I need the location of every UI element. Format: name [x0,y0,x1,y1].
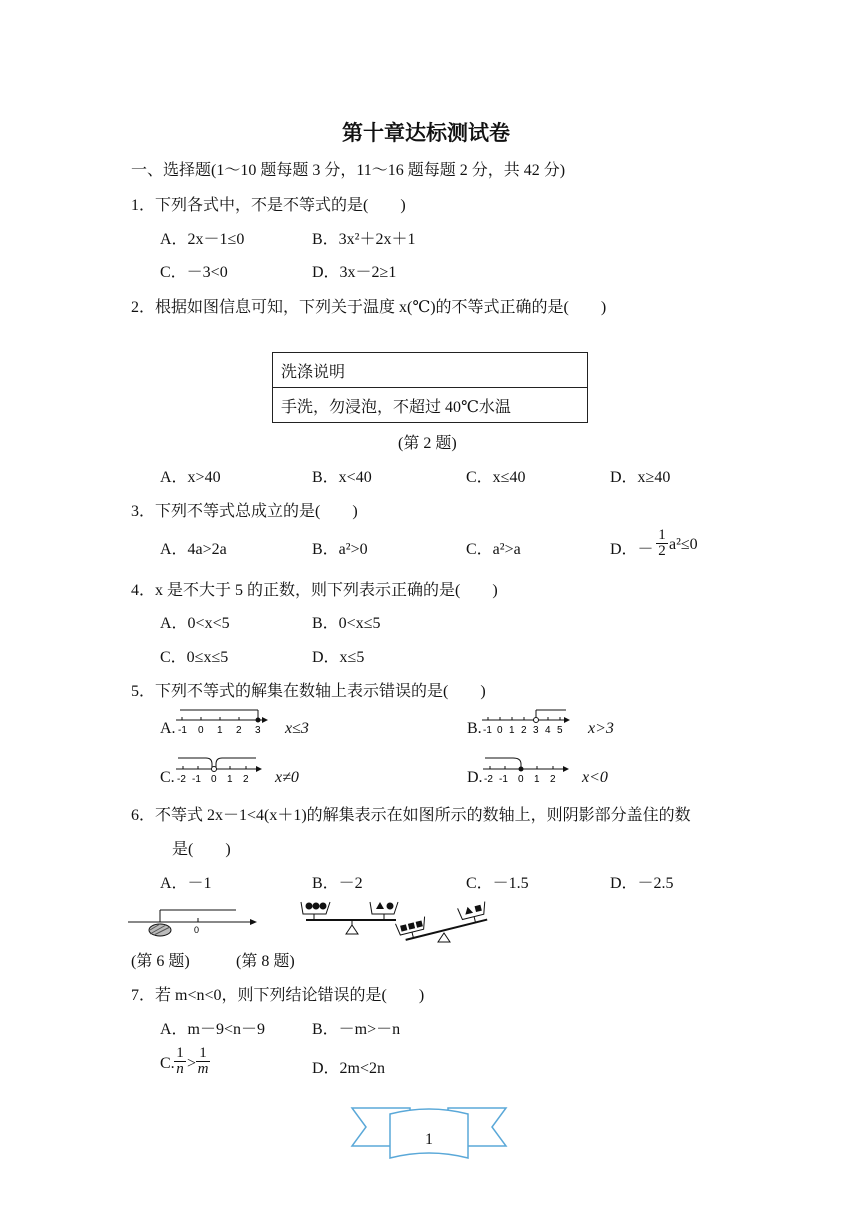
tick-label: 4 [545,725,551,736]
tick-label: -1 [499,774,508,785]
q5-option-a-label: A. [160,720,176,737]
q2-option-c: C．x≤40 [466,469,526,486]
q1-stem: 1．下列各式中，不是不等式的是( ) [131,197,406,214]
q1-option-a: A．2x－1≤0 [160,231,245,248]
q2-option-d: D．x≥40 [610,469,671,486]
box-row-content: 手洗，勿浸泡，不超过 40℃水温 [273,388,588,423]
tick-label: 2 [243,774,249,785]
fig8-balance-tilted [396,894,496,944]
q6-option-d: D．－2.5 [610,875,674,892]
fraction-numerator: 1 [658,527,666,543]
tick-label: 3 [533,725,539,736]
q4-option-d: D．x≤5 [312,649,365,666]
tick-label: 5 [557,725,563,736]
tick-label: 2 [550,774,556,785]
washing-instructions-box [272,352,588,423]
q3-option-d-fraction [656,528,668,559]
q5-option-d-label: D. [467,769,483,786]
fig8-balance-level [298,898,408,938]
q5-option-b-numberline [482,708,574,736]
q1-option-d: D．3x－2≥1 [312,264,397,281]
q5-option-c-numberline [176,756,266,784]
page-title: 第十章达标测试卷 [342,121,510,145]
q7-option-c-fraction2 [196,1046,210,1077]
q4-option-c: C．0≤x≤5 [160,649,229,666]
q2-option-a: A．x>40 [160,469,221,486]
tick-label: -1 [192,774,201,785]
q7-option-c-operator: > [187,1055,197,1072]
tick-label: 1 [227,774,233,785]
q1-option-b: B．3x²＋2x＋1 [312,231,416,248]
q6-stem-line2: 是( ) [172,841,231,858]
q3-option-a: A．4a>2a [160,541,227,558]
tick-label: 1 [509,725,515,736]
q5-option-d-inequality: x<0 [582,769,608,786]
shadow-cover [149,924,171,936]
q4-option-b: B．0<x≤5 [312,615,381,632]
tick-label: -2 [484,774,493,785]
q7-stem: 7．若 m<n<0，则下列结论错误的是( ) [131,987,425,1004]
q3-option-b: B．a²>0 [312,541,368,558]
q5-option-a-numberline [176,708,271,736]
tick-label: -2 [177,774,186,785]
tick-label: 0 [211,774,217,785]
tick-label: 3 [255,725,261,736]
fig6-numberline [128,900,263,940]
fraction-denominator: n [174,1061,186,1077]
q5-option-c-inequality: x≠0 [275,769,299,786]
q4-stem: 4．x 是不大于 5 的正数，则下列表示正确的是( ) [131,582,498,599]
fig6-caption: (第 6 题) [131,953,190,970]
fraction-numerator: 1 [176,1045,184,1061]
q7-option-c-fraction1 [174,1046,186,1077]
q2-caption: (第 2 题) [398,435,457,452]
q7-option-a: A．m－9<n－9 [160,1021,266,1038]
q1-option-c: C．－3<0 [160,264,228,281]
box-row-title: 洗涤说明 [273,353,588,388]
tick-label: 0 [194,925,200,935]
q3-option-d-prefix: D．－ [610,541,654,558]
tick-label: 0 [497,725,503,736]
q2-option-b: B．x<40 [312,469,372,486]
tick-label: 1 [217,725,223,736]
q6-stem-line1: 6．不等式 2x－1<4(x＋1)的解集表示在如图所示的数轴上，则阴影部分盖住的数 [131,807,691,824]
q5-option-d-numberline [483,756,573,784]
fraction-denominator: 2 [656,543,668,559]
q6-option-a: A．－1 [160,875,212,892]
tick-label: 0 [198,725,204,736]
fraction-numerator: 1 [199,1045,207,1061]
q7-option-d: D．2m<2n [312,1060,386,1077]
q3-option-c: C．a²>a [466,541,521,558]
tick-label: 1 [534,774,540,785]
tick-label: -1 [178,725,187,736]
q2-stem: 2．根据如图信息可知，下列关于温度 x(℃)的不等式正确的是( ) [131,299,607,316]
section-heading: 一、选择题(1～10 题每题 3 分，11～16 题每题 2 分，共 42 分) [131,162,566,179]
q5-option-b-inequality: x>3 [588,720,614,737]
q7-option-c-prefix: C. [160,1055,175,1072]
q3-option-d-suffix: a²≤0 [669,536,698,553]
page-number: 1 [425,1131,433,1148]
q3-stem: 3．下列不等式总成立的是( ) [131,503,358,520]
q7-option-b: B．－m>－n [312,1021,401,1038]
q5-stem: 5．下列不等式的解集在数轴上表示错误的是( ) [131,683,486,700]
tick-label: 0 [518,774,524,785]
fraction-denominator: m [197,1061,209,1077]
q6-option-c: C．－1.5 [466,875,529,892]
tick-label: -1 [483,725,492,736]
q6-option-b: B．－2 [312,875,363,892]
tick-label: 2 [521,725,527,736]
q4-option-a: A．0<x<5 [160,615,230,632]
q5-option-a-inequality: x≤3 [285,720,309,737]
fig8-caption: (第 8 题) [236,953,295,970]
q5-option-b-label: B. [467,720,482,737]
tick-label: 2 [236,725,242,736]
q5-option-c-label: C. [160,769,175,786]
